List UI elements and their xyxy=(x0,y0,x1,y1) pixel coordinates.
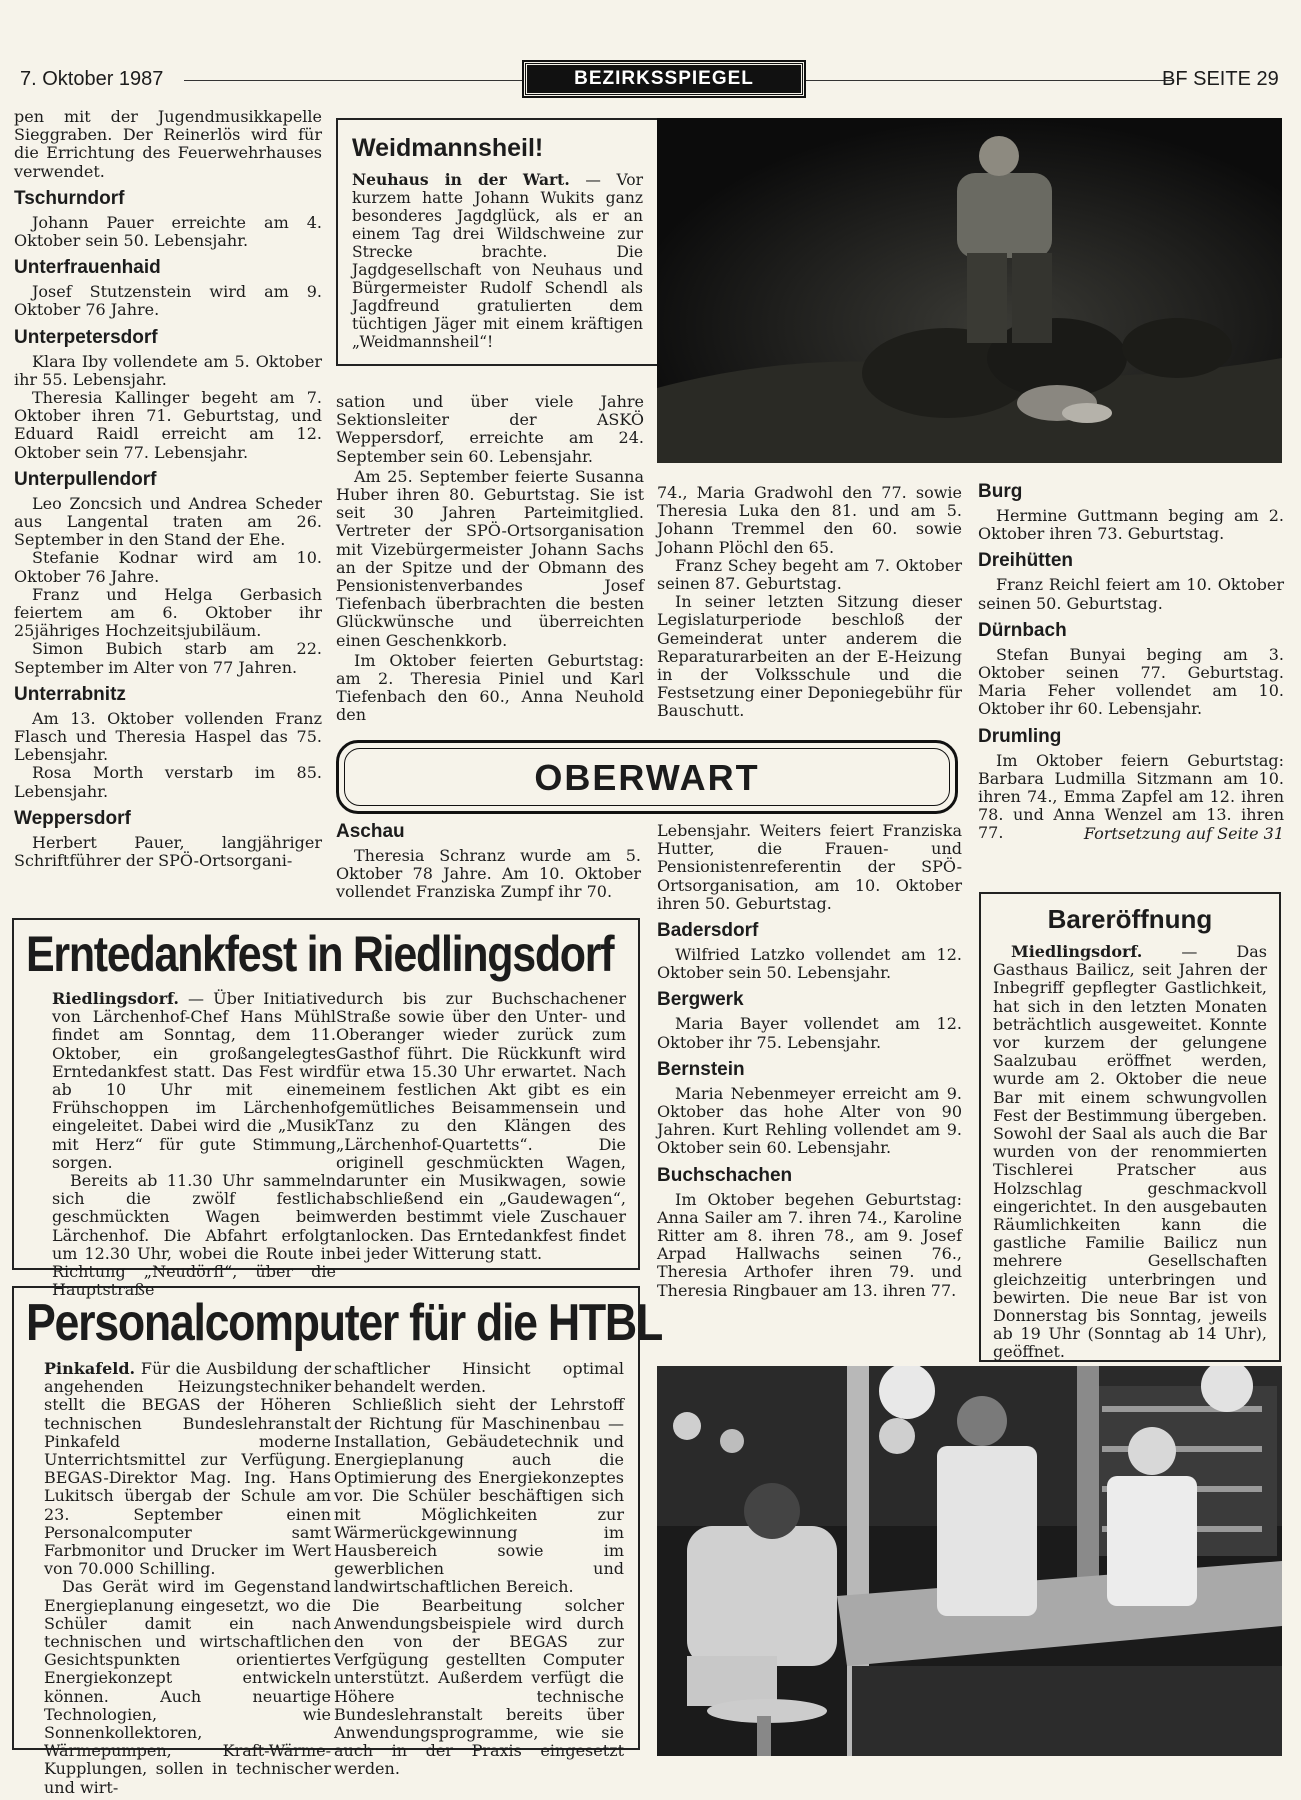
paragraph: sation und über viele Jahre Sektionsleiter der ASKÖ Weppersdorf, erreichte am 24. September sein 60. Lebensjahr. xyxy=(336,392,644,466)
heading-drumling: Drumling xyxy=(978,725,1062,747)
oberwart-title: OBERWART xyxy=(534,757,760,798)
personalcomputer-title: Personalcomputer für die HTBL xyxy=(26,1294,662,1352)
column-4-upper xyxy=(978,480,1284,843)
bareroeffnung-box xyxy=(979,892,1281,1362)
oberwart-banner xyxy=(336,740,958,814)
paragraph: durch bis zur Buchschachener Straße sowie über den Unter- und Oberanger wieder zurück zum Gasthof führt. Die Rückkunft wird für etwa 15.30 Uhr erwartet. Nach einem festlichen Akt gibt es ein gemütliches Beisammensein und Tanz zu den Klängen des „Lärchenhof-Quartetts“. Die originell geschmückten Wagen, darunter ein Musikwagen, sowie abschließend ein „Gaudewagen“, werden bestimmt viele Zuschauer anlocken. Das Erntedankfest findet bei jeder Witterung statt. xyxy=(336,989,626,1263)
paragraph: Stefanie Kodnar wird am 10. Oktober 76 Jahre. xyxy=(14,548,322,586)
erntedankfest-col-b xyxy=(336,990,626,1263)
column-3-upper xyxy=(657,484,962,721)
bareroeffnung-body: — Das Gasthaus Bailicz, seit Jahren der Inbegriff gepflegter Gastlichkeit, hat sich in den letzten Monaten beträchtlich ausgeweitet. Konnte vor kurzem der gelungene Saalzubau eröffnet werden, wurde am 2. Oktober die neue Bar mit einem schwungvollen Fest der Bestimmung übergeben. Sowohl der Saal als auch die Bar wurden von der renommierten Tischlerei Pratscher aus Holzschlag geschmackvoll eingerichtet. In den ausgebauten Räumlichkeiten kann die gastliche Familie Bailicz nun mehrere Gesellschaften gleichzeitig unterbringen und bewirten. Die neue Bar ist von Donnerstag bis Sonntag, jeweils ab 19 Uhr (Sonntag ab 14 Uhr), geöffnet. xyxy=(993,942,1267,1362)
bar-photo xyxy=(657,1366,1282,1756)
paragraph: Maria Nebenmeyer erreicht am 9. Oktober das hohe Alter von 90 Jahren. Kurt Rehling vollendet am 9. Oktober sein 60. Lebensjahr. xyxy=(657,1083,962,1158)
header-date: 7. Oktober 1987 xyxy=(20,68,164,90)
paragraph: Im Oktober feierten Geburtstag: am 2. Theresia Piniel und Karl Tiefenbach den 60., Anna Neuhold den xyxy=(336,650,644,725)
page-header xyxy=(14,62,1289,98)
personalcomputer-col-b xyxy=(334,1360,624,1779)
paragraph: Stefan Bunyai beging am 3. Oktober seinen 77. Geburtstag. Maria Feher vollendet am 10. Oktober ihr 60. Lebensjahr. xyxy=(978,644,1284,719)
heading-buchschachen: Buchschachen xyxy=(657,1164,793,1186)
paragraph: Bereits ab 11.30 Uhr sammeln sich die zwölf festlich geschmückten Wagen beim Lärchenhof. Die Abfahrt erfolgt um 12.30 Uhr, wobei die Route in Richtung „Neudörfl“, über die Hauptstraße xyxy=(52,1171,336,1300)
bareroeffnung-title: Bareröffnung xyxy=(1047,904,1213,934)
paragraph: Leo Zoncsich und Andrea Scheder aus Langental traten am 26. September in den Stand der Ehe. xyxy=(14,493,322,550)
paragraph: Franz Schey begeht am 7. Oktober seinen 87. Geburtstag. xyxy=(657,555,962,594)
bareroeffnung-text xyxy=(993,943,1267,1362)
section-title: BEZIRKSSPIEGEL xyxy=(574,68,754,89)
paragraph: In seiner letzten Sitzung dieser Legislaturperiode beschloß der Gemeinderat unter anderem die Reparaturarbeiten an der E-Heizung in der Volksschule und die Festsetzung einer Deponiegebühr für Bauschutt. xyxy=(657,592,962,721)
paragraph: Das Gerät wird im Gegenstand Energieplanung eingesetzt, wo die Schüler damit ein nach technischen und wirtschaftlichen Gesichtspunkten orientiertes Energiekonzept entwickeln können. Auch neuartige Technologien, wie Sonnenkollektoren, Wärmepumpen, Kraft-Wärme-Kupplungen, sollen in technischer und wirt- xyxy=(44,1577,331,1797)
bar-photo-image xyxy=(657,1366,1282,1756)
oberwart-column-2 xyxy=(336,820,641,902)
heading-duernbach: Dürnbach xyxy=(978,619,1067,641)
weidmannsheil-title: Weidmannsheil! xyxy=(352,134,544,162)
erntedankfest-box xyxy=(12,918,640,1300)
paragraph: 74., Maria Gradwohl den 77. sowie Theresia Luka den 81. und am 5. Johann Tremmel den 60. sowie Johann Plöchl den 65. xyxy=(657,483,962,557)
paragraph: Lebensjahr. Weiters feiert Franziska Hutter, die Frauen- und Pensionistenreferentin der SPÖ-Ortsorganisation, am 10. Oktober ihren 50. Geburtstag. xyxy=(657,821,962,913)
paragraph: Klara Iby vollendete am 5. Oktober ihr 55. Lebensjahr. xyxy=(14,351,322,389)
hunter-photo-image xyxy=(657,118,1282,463)
personalcomputer-box xyxy=(12,1286,662,1797)
paragraph: Josef Stutzenstein wird am 9. Oktober 76 Jahre. xyxy=(14,282,322,320)
paragraph: Schließlich sieht der Lehrstoff der Richtung für Maschinenbau — Installation, Gebäudetechnik und Energieplanung auch die Optimierung des Energiekonzeptes vor. Die Schüler beschäftigen sich mit Möglichkeiten zur Wärmerückgewinnung im Hausbereich sowie im gewerblichen und landwirtschaftlichen Bereich. xyxy=(334,1395,624,1597)
paragraph: Die Bearbeitung solcher Anwendungsbeispiele wird durch den von der BEGAS zur Verfgügung gestellten Computer unterstützt. Außerdem verfügt die Höhere technische Bundeslehranstalt bereits über Anwendungsprogramme, wie sie auch in der Praxis eingesetzt werden. xyxy=(334,1595,624,1779)
paragraph: Herbert Pauer, langjähriger Schriftführer der SPÖ-Ortsorgani- xyxy=(14,832,322,871)
heading-bernstein: Bernstein xyxy=(657,1058,745,1080)
header-rule-right xyxy=(804,80,1174,81)
heading-dreihuetten: Dreihütten xyxy=(978,550,1073,572)
bareroeffnung-lead: Miedlingsdorf. xyxy=(1011,942,1143,961)
paragraph: Johann Pauer erreichte am 4. Oktober sein 50. Lebensjahr. xyxy=(14,212,322,251)
weidmannsheil-body: — Vor kurzem hatte Johann Wukits ganz besonderes Jagdglück, als er an einem Tag drei Wildschweine zur Strecke brachte. Die Jagdgesellschaft von Neuhaus und Bürgermeister Rudolf Schendl als Jagdfreund gratulierten dem tüchtigen Jäger mit einem kräftigen „Weidmannsheil“! xyxy=(352,171,643,351)
heading-burg: Burg xyxy=(978,481,1023,502)
paragraph: schaftlicher Hinsicht optimal behandelt werden. xyxy=(334,1359,624,1397)
weidmannsheil-lead: Neuhaus in der Wart. xyxy=(352,170,570,189)
col1-continuation: pen mit der Jugendmusikkapelle Sieggraben. Der Reinerlös wird für die Errichtung des Feuerwehrhauses verwendet. xyxy=(14,107,322,181)
personalcomputer-col-a xyxy=(44,1360,331,1797)
heading-tschurndorf: Tschurndorf xyxy=(14,187,125,209)
heading-unterfrauenhaid: Unterfrauenhaid xyxy=(14,257,161,279)
weidmannsheil-box xyxy=(336,118,659,366)
weidmannsheil-text xyxy=(352,171,643,351)
continuation-note: Fortsetzung auf Seite 31 xyxy=(1083,823,1284,843)
heading-unterpetersdorf: Unterpetersdorf xyxy=(14,326,158,348)
erntedankfest-lead: Riedlingsdorf. xyxy=(52,989,179,1008)
heading-aschau: Aschau xyxy=(336,821,405,842)
column-2 xyxy=(336,393,644,725)
personalcomputer-lead: Pinkafeld. xyxy=(44,1359,136,1378)
erntedankfest-col-a xyxy=(52,990,336,1299)
oberwart-column-3 xyxy=(657,822,962,1300)
column-1 xyxy=(14,108,322,870)
paragraph: Hermine Guttmann beging am 2. Oktober ihren 73. Geburtstag. xyxy=(978,506,1284,544)
erntedankfest-title: Erntedankfest in Riedlingsdorf xyxy=(26,926,614,982)
paragraph: Theresia Schranz wurde am 5. Oktober 78 Jahre. Am 10. Oktober vollendet Franziska Zumpf ihr 70. xyxy=(336,846,641,902)
paragraph: Am 13. Oktober vollenden Franz Flasch und Theresia Haspel das 75. Lebensjahr. xyxy=(14,708,322,765)
heading-badersdorf: Badersdorf xyxy=(657,920,759,942)
heading-unterrabnitz: Unterrabnitz xyxy=(14,683,126,705)
paragraph: Im Oktober feiern Geburtstag: Barbara Ludmilla Sitzmann am 10. ihren 74., Emma Zapfel am 12. ihren 78. und Anna Wenzel am 13. ihren 77. xyxy=(978,750,1284,843)
paragraph: Simon Bubich starb am 22. September im Alter von 77 Jahren. xyxy=(14,639,322,677)
header-rule-left xyxy=(184,80,524,81)
hunter-photo xyxy=(657,118,1282,463)
paragraph: Franz Reichl feiert am 10. Oktober seinen 50. Geburtstag. xyxy=(978,575,1284,613)
heading-unterpullendorf: Unterpullendorf xyxy=(14,468,157,490)
paragraph: Wilfried Latzko vollendet am 12. Oktober sein 50. Lebensjahr. xyxy=(657,945,962,983)
paragraph: Franz und Helga Gerbasich feiertem am 6. Oktober ihr 25jähriges Hochzeitsjubiläum. xyxy=(14,584,322,641)
heading-weppersdorf: Weppersdorf xyxy=(14,807,131,829)
heading-bergwerk: Bergwerk xyxy=(657,989,744,1011)
paragraph: Theresia Kallinger begeht am 7. Oktober ihren 71. Geburtstag, und Eduard Raidl erreicht am 12. Oktober sein 77. Lebensjahr. xyxy=(14,388,322,462)
personalcomputer-p1: Für die Ausbildung der angehenden Heizungstechniker stellt die BEGAS der Höheren technischen Bundeslehranstalt Pinkafeld moderne Unterrichtsmittel zur Verfügung. BEGAS-Direktor Mag. Ing. Hans Lukitsch übergab der Schule am 23. September einen Personalcomputer samt Farbmonitor und Drucker im Wert von 70.000 Schilling. xyxy=(44,1359,331,1579)
paragraph: Rosa Morth verstarb im 85. Lebensjahr. xyxy=(14,763,322,801)
paragraph: Im Oktober begehen Geburtstag: Anna Sailer am 7. ihren 74., Karoline Ritter am 8. ihren 78., am 9. Josef Arpad Hallwachs seinen 76., Theresia Arthofer ihren 79. und Theresia Ringbauer am 13. ihren 77. xyxy=(657,1189,962,1300)
header-page-number: BF SEITE 29 xyxy=(1162,68,1279,90)
paragraph: Am 25. September feierte Susanna Huber ihren 80. Geburtstag. Sie ist seit 30 Jahren Parteimitglied. Vertreter der SPÖ-Ortsorganisation mit Vizebürgermeister Johann Sachs an der Spitze und der Obmann des Pensionistenverbandes Josef Tiefenbach überbrachten die besten Glückwünsche und überreichten einen Geschenkkorb. xyxy=(336,466,644,650)
erntedankfest-p1: — Über Initiative von Lärchenhof-Chef Hans Mühl findet am Sonntag, dem 11. Oktober, ein großangelegtes Erntedankfest statt. Das Fest wird ab 10 Uhr mit einem Frühschoppen im Lärchenhof eingeleitet. Dabei wird die „Musik mit Herz“ für gute Stimmung sorgen. xyxy=(52,989,336,1172)
paragraph: Maria Bayer vollendet am 12. Oktober ihr 75. Lebensjahr. xyxy=(657,1014,962,1052)
